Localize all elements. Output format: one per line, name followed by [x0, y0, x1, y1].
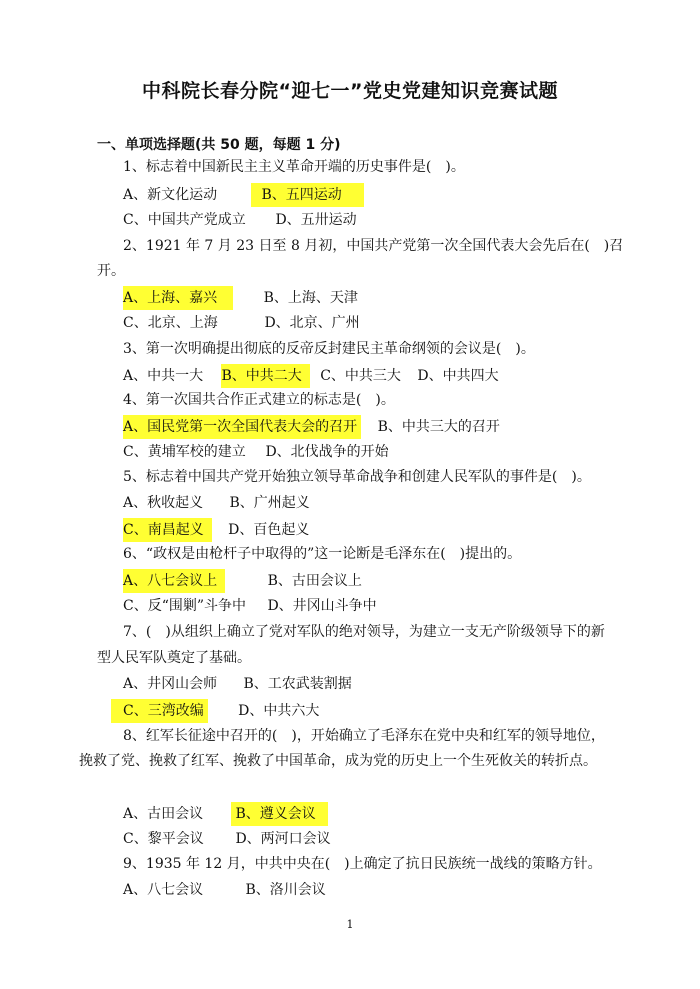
page-number: 1 [346, 918, 354, 931]
options-row [123, 312, 360, 334]
option-d: D、百色起义 [228, 522, 310, 538]
options-row [123, 492, 310, 514]
options-row [123, 595, 377, 617]
options-row [123, 364, 499, 386]
option-b: B、中共三大的召开 [377, 419, 500, 435]
options-row [123, 518, 309, 540]
option-a: A、八七会议 [123, 882, 204, 898]
option-d: D、中共四大 [417, 368, 499, 384]
option-d: D、井冈山斗争中 [267, 598, 377, 614]
option-a: A、古田会议 [123, 806, 204, 822]
option-c: C、反“围剿”斗争中 [123, 598, 247, 614]
option-b: B、广州起义 [229, 495, 310, 511]
option-c: C、黄埔军校的建立 [123, 444, 246, 460]
options-row [123, 209, 357, 231]
answer-option-b: B、中共二大 [221, 364, 309, 388]
question-7-continued: 型人民军队奠定了基础。 [97, 650, 251, 666]
option-c: C、黎平会议 [123, 831, 204, 847]
options-row [123, 879, 326, 901]
answer-option-a: A、八七会议上 [123, 569, 225, 593]
option-c: C、北京、上海 [123, 315, 218, 331]
answer-option-b: B、遵义会议 [231, 802, 327, 826]
options-row [123, 828, 331, 850]
option-c: C、中共三大 [320, 368, 401, 384]
option-d: D、两河口会议 [235, 831, 331, 847]
option-b: B、古田会议上 [267, 573, 362, 589]
section-heading: 一、单项选择题(共 50 题，每题 1 分) [97, 137, 341, 153]
option-c: C、中国共产党成立 [123, 212, 246, 228]
question-4: 4、第一次国共合作正式建立的标志是( )。 [123, 392, 395, 408]
options-row [123, 802, 328, 824]
answer-option-a: A、国民党第一次全国代表大会的召开 [123, 415, 361, 439]
page-title: 中科院长春分院“迎七一”党史党建知识竞赛试题 [142, 80, 558, 102]
option-b: B、上海、天津 [263, 290, 358, 306]
option-a: A、井冈山会师 [123, 676, 218, 692]
options-row [123, 673, 352, 695]
options-row [123, 415, 500, 437]
question-5: 5、标志着中国共产党开始独立领导革命战争和创建人民军队的事件是( )。 [123, 469, 591, 485]
question-2: 2、1921 年 7 月 23 日至 8 月初，中国共产党第一次全国代表大会先后在( )召 [123, 238, 624, 254]
question-8: 8、红军长征途中召开的( )，开始确立了毛泽东在党中央和红军的领导地位， [123, 728, 605, 744]
option-d: D、中共六大 [238, 703, 320, 719]
options-row [123, 441, 389, 463]
option-a: A、中共一大 [123, 368, 204, 384]
question-6: 6、“政权是由枪杆子中取得的”这一论断是毛泽东在( )提出的。 [123, 546, 522, 562]
answer-option-c: C、南昌起义 [123, 518, 212, 542]
answer-option-c: C、三湾改编 [111, 699, 208, 723]
option-d: D、五卅运动 [275, 212, 357, 228]
options-row [123, 569, 362, 591]
options-row [123, 183, 364, 205]
option-d: D、北伐战争的开始 [265, 444, 389, 460]
option-b: B、工农武装割据 [243, 676, 352, 692]
options-row [123, 286, 358, 308]
option-a: A、新文化运动 [123, 187, 218, 203]
question-9: 9、1935 年 12 月，中共中央在( )上确定了抗日民族统一战线的策略方针。 [123, 856, 602, 872]
options-row [111, 699, 319, 721]
question-7: 7、( )从组织上确立了党对军队的绝对领导，为建立一支无产阶级领导下的新 [123, 624, 605, 640]
option-b: B、洛川会议 [245, 882, 326, 898]
option-a: A、秋收起义 [123, 495, 204, 511]
question-3: 3、第一次明确提出彻底的反帝反封建民主革命纲领的会议是( )。 [123, 341, 535, 357]
question-8-continued: 挽救了党、挽救了红军、挽救了中国革命，成为党的历史上一个生死攸关的转折点。 [79, 753, 597, 769]
answer-option-a: A、上海、嘉兴 [123, 286, 233, 310]
question-1: 1、标志着中国新民主主义革命开端的历史事件是( )。 [123, 159, 465, 175]
question-2-continued: 开。 [97, 263, 125, 279]
option-d: D、北京、广州 [264, 315, 360, 331]
answer-option-b: B、五四运动 [251, 183, 363, 207]
